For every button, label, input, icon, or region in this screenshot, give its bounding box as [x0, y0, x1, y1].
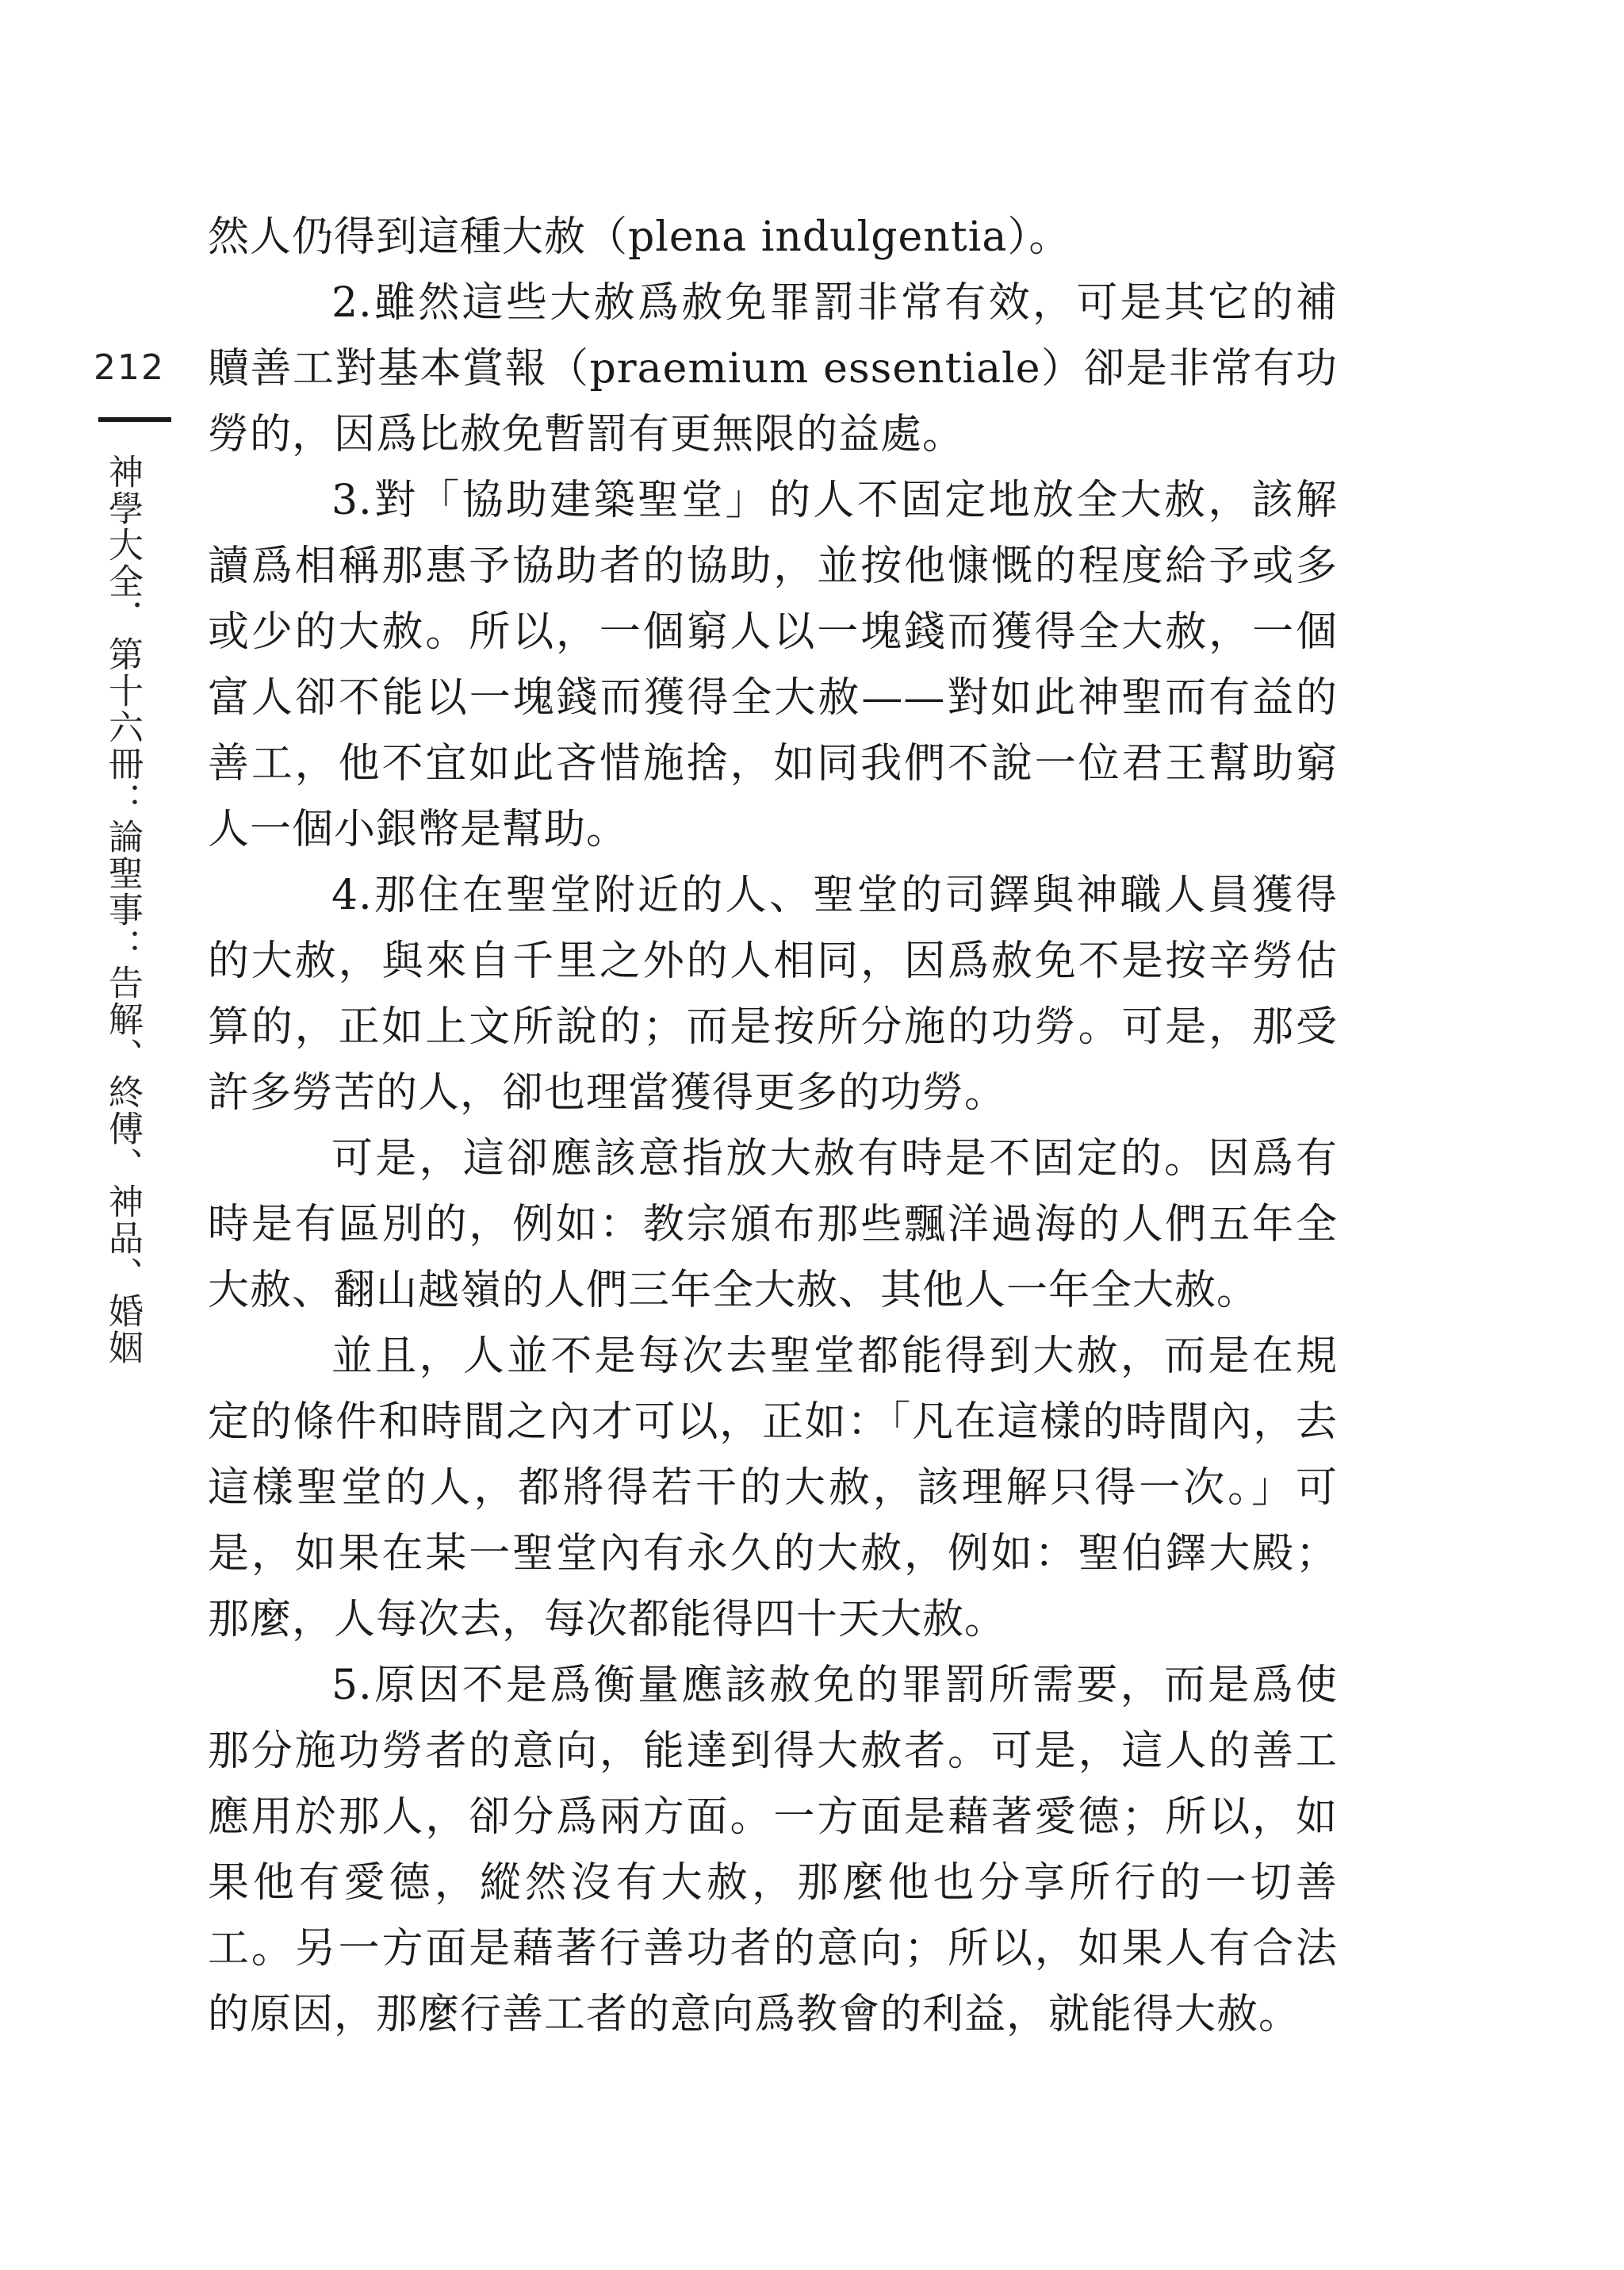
paragraph-reply-4-note: 可是，這卻應該意指放大赦有時是不固定的。因爲有時是有區別的，例如：教宗頒布那些飄洋過海的人們五年全大赦、翻山越嶺的人們三年全大赦、其他人一年全大赦。	[208, 1135, 1338, 1314]
paragraph-reply-4-further: 並且，人並不是每次去聖堂都能得到大赦，而是在規定的條件和時間之內才可以，正如：「凡在這樣的時間內，去這樣聖堂的人，都將得若干的大赦，該理解只得一次。」可是，如果在某一聖堂內有永久的大赦，例如：聖伯鐸大殿；那麼，人每次去，每次都能得四十天大赦。	[208, 1332, 1338, 1643]
paragraph-continuation: 然人仍得到這種大赦（plena indulgentia）。	[208, 213, 1071, 261]
paragraph-reply-2: 2.雖然這些大赦爲赦免罪罰非常有效，可是其它的補贖善工對基本賞報（praemium essentiale）卻是非常有功勞的，因爲比赦免暫罰有更無限的益處。	[208, 279, 1338, 458]
body-text	[208, 205, 1338, 2048]
paragraph-reply-4: 4.那住在聖堂附近的人、聖堂的司鐸與神職人員獲得的大赦，與來自千里之外的人相同，因爲赦免不是按辛勞估算的，正如上文所說的；而是按所分施的功勞。可是，那受許多勞苦的人，卻也理當獲得更多的功勞。	[208, 872, 1338, 1117]
running-head: 神學大全．第十六冊：論聖事：告解、終傅、神品、婚姻	[102, 454, 143, 1366]
page-number: 212	[94, 347, 165, 388]
margin-rule	[98, 417, 171, 422]
paragraph-reply-5: 5.原因不是爲衡量應該赦免的罪罰所需要，而是爲使那分施功勞者的意向，能達到得大赦者。可是，這人的善工應用於那人，卻分爲兩方面。一方面是藉著愛德；所以，如果他有愛德，縱然沒有大赦，那麼他也分享所行的一切善工。另一方面是藉著行善功者的意向；所以，如果人有合法的原因，那麼行善工者的意向爲教會的利益，就能得大赦。	[208, 1662, 1338, 2038]
paragraph-reply-3: 3.對「協助建築聖堂」的人不固定地放全大赦，該解讀爲相稱那惠予協助者的協助，並按他慷慨的程度給予或多或少的大赦。所以，一個窮人以一塊錢而獲得全大赦，一個富人卻不能以一塊錢而獲得全大赦——對如此神聖而有益的善工，他不宜如此吝惜施捨，如同我們不說一位君王幫助窮人一個小銀幣是幫助。	[208, 477, 1338, 853]
